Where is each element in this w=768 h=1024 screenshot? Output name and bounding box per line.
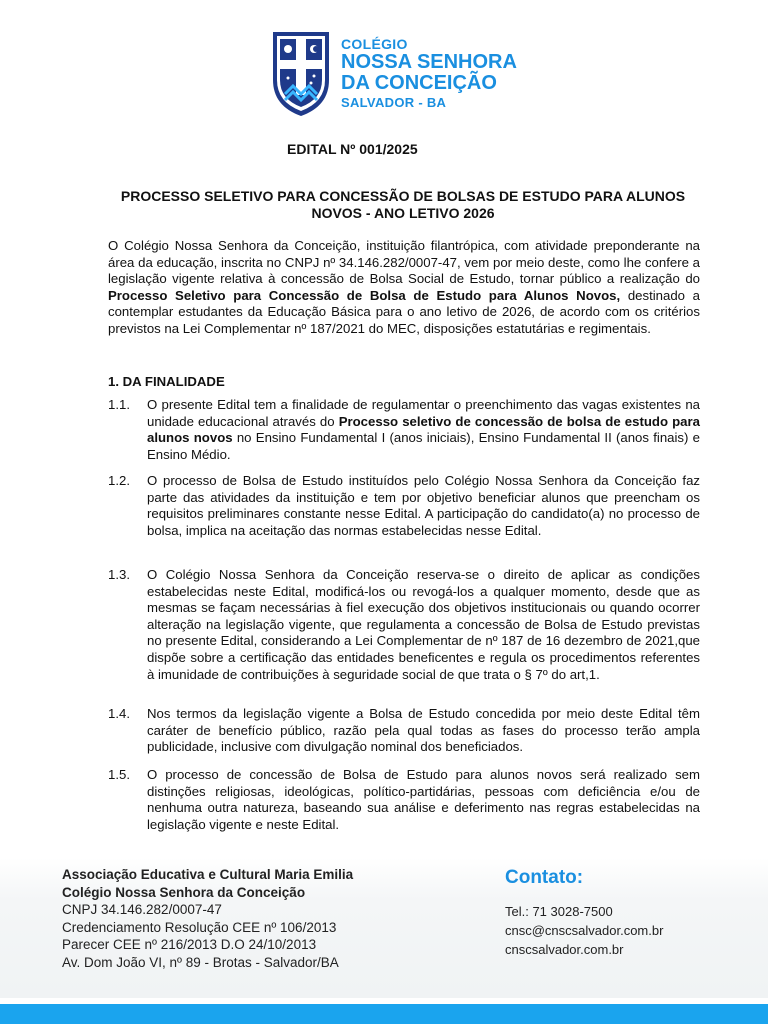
item-text-part2: no Ensino Fundamental I (anos iniciais), Ensino Fundamental II (anos finais) e Ensino Médio. xyxy=(147,430,701,462)
contact-phone: Tel.: 71 3028-7500 xyxy=(505,904,613,919)
list-item xyxy=(108,567,700,683)
section-title-finalidade: 1. DA FINALIDADE xyxy=(108,374,225,389)
item-text: O processo de concessão de Bolsa de Estudo para alunos novos será realizado sem distinções religiosas, ideológicas, político-partidárias, pessoas com deficiência e/ou de nenhuma outra natureza, baseando sua análise e deferimento nas regras estabelecidas na legislação vigente e neste Edital. xyxy=(147,767,700,832)
edital-number: EDITAL Nº 001/2025 xyxy=(287,141,418,157)
intro-text-bold: Processo Seletivo para Concessão de Bolsa de Estudo para Alunos Novos, xyxy=(108,287,621,303)
contact-title: Contato: xyxy=(505,867,584,888)
logo-line-nossa-senhora: NOSSA SENHORA xyxy=(341,51,517,73)
school-logo xyxy=(271,28,541,120)
item-number: 1.2. xyxy=(108,473,130,488)
contact-website[interactable]: cnscsalvador.com.br xyxy=(505,942,624,957)
logo-line-colegio: COLÉGIO xyxy=(341,36,408,52)
list-item xyxy=(108,397,700,463)
item-text-bold: Processo seletivo de concessão de bolsa de estudo para alunos novos xyxy=(147,413,700,446)
bottom-accent-bar xyxy=(0,1004,768,1024)
item-number: 1.5. xyxy=(108,767,130,782)
footer-org: Associação Educativa e Cultural Maria Emilia xyxy=(62,867,354,882)
item-number: 1.4. xyxy=(108,706,130,721)
item-number: 1.1. xyxy=(108,397,130,412)
intro-text-part1: O Colégio Nossa Senhora da Conceição, instituição filantrópica, com atividade preponderante na área da educação, inscrita no CNPJ nº 34.146.282/0007-47, vem por meio deste, como lhe confere a legislação vigente relativa à concessão de Bolsa Social de Estudo, tornar público a realização do xyxy=(108,238,700,287)
item-text: O processo de Bolsa de Estudo instituídos pelo Colégio Nossa Senhora da Conceição faz parte das atividades da instituição e tem por objetivo beneficiar alunos que preencham os requisitos preliminares constante nesse Edital. A participação do candidato(a) no processo de bolsa, implica na aceitação das normas estabelecidas nesse Edital. xyxy=(147,473,700,538)
intro-paragraph xyxy=(108,238,700,338)
item-text: Nos termos da legislação vigente a Bolsa de Estudo concedida por meio deste Edital têm caráter de benefício público, razão pela qual todas as fases do processo terão ampla publicidade, inclusive com divulgação nominal dos beneficiados. xyxy=(147,706,700,755)
logo-line-conceicao: DA CONCEIÇÃO xyxy=(341,72,497,94)
contact-email[interactable]: cnsc@cnscsalvador.com.br xyxy=(505,923,664,938)
footer-contact xyxy=(505,866,663,959)
item-text xyxy=(147,397,700,463)
process-title: PROCESSO SELETIVO PARA CONCESSÃO DE BOLSAS DE ESTUDO PARA ALUNOS NOVOS - ANO LETIVO 2026 xyxy=(120,188,686,221)
school-shield-icon xyxy=(271,28,331,118)
footer-school: Colégio Nossa Senhora da Conceição xyxy=(62,884,306,900)
item-text-part1: O presente Edital tem a finalidade de regulamentar o preenchimento das vagas existentes na unidade educacional através do xyxy=(147,397,700,429)
footer-parecer: Parecer CEE nº 216/2013 D.O 24/10/2013 xyxy=(62,937,317,952)
list-item xyxy=(108,473,700,539)
footer-address: Av. Dom João VI, nº 89 - Brotas - Salvador/BA xyxy=(62,954,339,970)
logo-line-city: SALVADOR - BA xyxy=(341,95,447,110)
footer-cnpj: CNPJ 34.146.282/0007-47 xyxy=(62,902,222,917)
intro-text-part2: destinado a contemplar estudantes da Educação Básica para o ano letivo de 2026, de acordo com os critérios previstos na Lei Complementar nº 187/2021 do MEC, disposições estatutárias e regimentais. xyxy=(108,287,700,336)
item-text: O Colégio Nossa Senhora da Conceição reserva-se o direito de aplicar as condições estabelecidas neste Edital, modificá-los ou revogá-los a qualquer momento, desde que as mesmas se façam necessárias à fiel execução dos objetivos institucionais ou quando ocorrer alteração na legislação vigente, que regulamenta a concessão de Bolsa de Estudo previstas no presente Edital, considerando a Lei Complementar de nº 187 de 16 dezembro de 2021,que dispõe sobre a certificação das entidades beneficentes e regula os procedimentos referentes à imunidade de contribuições à seguridade social de que trata o § 7º do art,1. xyxy=(147,567,700,682)
item-number: 1.3. xyxy=(108,567,130,582)
list-item xyxy=(108,706,700,756)
footer-institution-info xyxy=(62,866,353,971)
footer-credenciamento: Credenciamento Resolução CEE nº 106/2013 xyxy=(62,919,337,935)
logo-text xyxy=(341,36,517,112)
list-item xyxy=(108,767,700,833)
